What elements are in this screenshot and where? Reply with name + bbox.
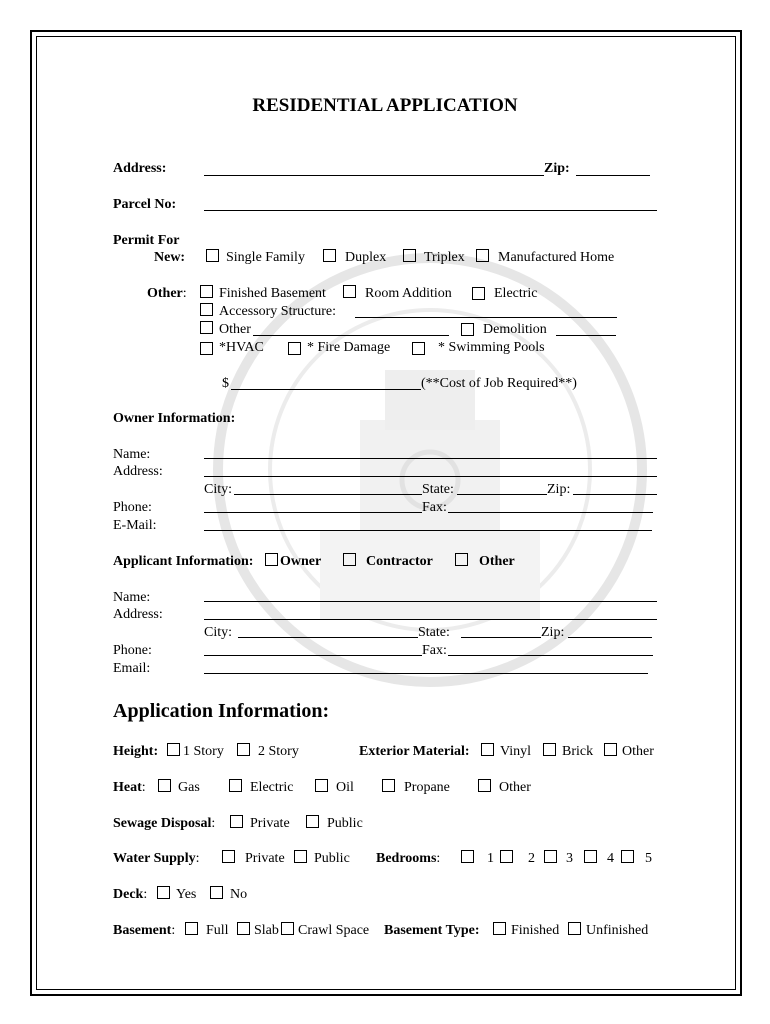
applicant-phone-field[interactable]	[204, 655, 422, 656]
applicant-contractor-label: Contractor	[366, 554, 433, 569]
deck-label: Deck:	[113, 887, 148, 902]
brick-label: Brick	[562, 744, 594, 759]
bedroom-3-checkbox[interactable]	[544, 850, 557, 863]
sewage-public-checkbox[interactable]	[306, 815, 319, 828]
manufactured-home-label: Manufactured Home	[498, 250, 615, 265]
applicant-address-field[interactable]	[204, 619, 657, 620]
applicant-phone-label: Phone:	[113, 643, 152, 658]
deck-no-checkbox[interactable]	[210, 886, 223, 899]
basement-finished-checkbox[interactable]	[493, 922, 506, 935]
bedrooms-label: Bedrooms:	[376, 851, 441, 866]
height-label: Height:	[113, 744, 159, 759]
heat-propane-label: Propane	[404, 780, 450, 795]
heat-other-label: Other	[499, 780, 531, 795]
permit-new-label: New:	[154, 250, 186, 265]
water-private-label: Private	[245, 851, 285, 866]
parcel-label: Parcel No:	[113, 197, 177, 212]
water-public-checkbox[interactable]	[294, 850, 307, 863]
room-addition-label: Room Addition	[365, 286, 452, 301]
owner-email-field[interactable]	[204, 530, 652, 531]
deck-yes-label: Yes	[176, 887, 197, 902]
heat-gas-label: Gas	[178, 780, 200, 795]
basement-full-label: Full	[206, 923, 229, 938]
address-field[interactable]	[204, 175, 544, 176]
exterior-material-label: Exterior Material:	[359, 744, 470, 759]
owner-info-heading: Owner Information:	[113, 411, 236, 426]
owner-city-field[interactable]	[234, 494, 422, 495]
room-addition-checkbox[interactable]	[343, 285, 356, 298]
applicant-zip-label: Zip:	[541, 625, 565, 640]
swimming-pools-label: * Swimming Pools	[438, 340, 545, 355]
basement-slab-checkbox[interactable]	[237, 922, 250, 935]
applicant-contractor-checkbox[interactable]	[343, 553, 356, 566]
basement-unfinished-checkbox[interactable]	[568, 922, 581, 935]
owner-name-field[interactable]	[204, 458, 657, 459]
owner-fax-label: Fax:	[422, 500, 447, 515]
heat-electric-label: Electric	[250, 780, 294, 795]
water-private-checkbox[interactable]	[222, 850, 235, 863]
owner-phone-field[interactable]	[204, 512, 422, 513]
finished-basement-checkbox[interactable]	[200, 285, 213, 298]
application-info-heading: Application Information:	[113, 700, 330, 722]
bedroom-2-checkbox[interactable]	[500, 850, 513, 863]
height-2-story-label: 2 Story	[258, 744, 299, 759]
height-2-story-checkbox[interactable]	[237, 743, 250, 756]
basement-unfinished-label: Unfinished	[586, 923, 649, 938]
applicant-owner-label: Owner	[280, 554, 322, 569]
exterior-other-checkbox[interactable]	[604, 743, 617, 756]
owner-address-field[interactable]	[204, 476, 657, 477]
basement-crawl-space-label: Crawl Space	[298, 923, 370, 938]
bedroom-5-label: 5	[645, 851, 652, 866]
vinyl-label: Vinyl	[500, 744, 532, 759]
hvac-label: *HVAC	[219, 340, 264, 355]
bedroom-4-checkbox[interactable]	[584, 850, 597, 863]
zip-label: Zip:	[544, 161, 570, 176]
owner-zip-field[interactable]	[573, 494, 657, 495]
address-label: Address:	[113, 161, 167, 176]
duplex-checkbox[interactable]	[323, 249, 336, 262]
swimming-pools-checkbox[interactable]	[412, 342, 425, 355]
basement-full-checkbox[interactable]	[185, 922, 198, 935]
height-1-story-label: 1 Story	[183, 744, 224, 759]
owner-state-field[interactable]	[457, 494, 547, 495]
other-permit-label: Other	[219, 322, 251, 337]
applicant-owner-checkbox[interactable]	[265, 553, 278, 566]
bedroom-1-checkbox[interactable]	[461, 850, 474, 863]
deck-no-label: No	[230, 887, 248, 902]
electric-permit-label: Electric	[494, 286, 538, 301]
applicant-fax-label: Fax:	[422, 643, 447, 658]
cost-required-note: (**Cost of Job Required**)	[421, 376, 577, 391]
demolition-checkbox[interactable]	[461, 323, 474, 336]
brick-checkbox[interactable]	[543, 743, 556, 756]
basement-finished-label: Finished	[511, 923, 560, 938]
permit-for-label: Permit For	[113, 233, 180, 248]
parcel-field[interactable]	[204, 210, 657, 211]
applicant-zip-field[interactable]	[568, 637, 652, 638]
page-title: RESIDENTIAL APPLICATION	[252, 95, 518, 116]
triplex-checkbox[interactable]	[403, 249, 416, 262]
applicant-address-label: Address:	[113, 607, 163, 622]
zip-field[interactable]	[576, 175, 650, 176]
heat-oil-label: Oil	[336, 780, 354, 795]
owner-phone-label: Phone:	[113, 500, 152, 515]
basement-type-label: Basement Type:	[384, 923, 480, 938]
heat-other-checkbox[interactable]	[478, 779, 491, 792]
single-family-checkbox[interactable]	[206, 249, 219, 262]
heat-oil-checkbox[interactable]	[315, 779, 328, 792]
applicant-email-field[interactable]	[204, 673, 648, 674]
basement-crawl-space-checkbox[interactable]	[281, 922, 294, 935]
other-permit-checkbox[interactable]	[200, 321, 213, 334]
sewage-label: Sewage Disposal:	[113, 816, 216, 831]
bedroom-4-label: 4	[607, 851, 614, 866]
other-permit-field[interactable]	[253, 335, 449, 336]
owner-zip-label: Zip:	[547, 482, 571, 497]
height-1-story-checkbox[interactable]	[167, 743, 180, 756]
applicant-state-label: State:	[418, 625, 450, 640]
applicant-name-label: Name:	[113, 590, 151, 605]
fire-damage-label: * Fire Damage	[307, 340, 391, 355]
accessory-structure-field[interactable]	[355, 317, 617, 318]
heat-electric-checkbox[interactable]	[229, 779, 242, 792]
vinyl-checkbox[interactable]	[481, 743, 494, 756]
owner-city-label: City:	[204, 482, 233, 497]
bedroom-5-checkbox[interactable]	[621, 850, 634, 863]
finished-basement-label: Finished Basement	[219, 286, 326, 301]
bedroom-1-label: 1	[487, 851, 494, 866]
exterior-other-label: Other	[622, 744, 654, 759]
duplex-label: Duplex	[345, 250, 387, 265]
deck-yes-checkbox[interactable]	[157, 886, 170, 899]
basement-slab-label: Slab	[254, 923, 279, 938]
water-public-label: Public	[314, 851, 350, 866]
basement-label: Basement:	[113, 923, 176, 938]
owner-email-label: E-Mail:	[113, 518, 157, 533]
heat-gas-checkbox[interactable]	[158, 779, 171, 792]
water-supply-label: Water Supply:	[113, 851, 200, 866]
manufactured-home-checkbox[interactable]	[476, 249, 489, 262]
accessory-structure-checkbox[interactable]	[200, 303, 213, 316]
sewage-public-label: Public	[327, 816, 363, 831]
demolition-field[interactable]	[556, 335, 616, 336]
applicant-other-label: Other	[479, 554, 515, 569]
bedroom-3-label: 3	[566, 851, 573, 866]
sewage-private-label: Private	[250, 816, 290, 831]
sewage-private-checkbox[interactable]	[230, 815, 243, 828]
fire-damage-checkbox[interactable]	[288, 342, 301, 355]
owner-fax-field[interactable]	[448, 512, 653, 513]
single-family-label: Single Family	[226, 250, 305, 265]
applicant-city-field[interactable]	[238, 637, 418, 638]
electric-permit-checkbox[interactable]	[472, 287, 485, 300]
applicant-city-label: City:	[204, 625, 233, 640]
cost-of-job-field[interactable]	[231, 389, 421, 390]
applicant-other-checkbox[interactable]	[455, 553, 468, 566]
applicant-state-field[interactable]	[461, 637, 541, 638]
applicant-email-label: Email:	[113, 661, 151, 676]
owner-name-label: Name:	[113, 447, 151, 462]
triplex-label: Triplex	[424, 250, 465, 265]
hvac-checkbox[interactable]	[200, 342, 213, 355]
accessory-structure-label: Accessory Structure:	[219, 304, 337, 319]
applicant-info-heading: Applicant Information:	[113, 554, 254, 569]
permit-other-label: Other:	[147, 286, 187, 301]
owner-address-label: Address:	[113, 464, 163, 479]
applicant-name-field[interactable]	[204, 601, 657, 602]
owner-state-label: State:	[422, 482, 454, 497]
bedroom-2-label: 2	[528, 851, 535, 866]
applicant-fax-field[interactable]	[448, 655, 653, 656]
cost-dollar-sign: $	[222, 376, 229, 391]
heat-label: Heat:	[113, 780, 146, 795]
demolition-label: Demolition	[483, 322, 547, 337]
heat-propane-checkbox[interactable]	[382, 779, 395, 792]
